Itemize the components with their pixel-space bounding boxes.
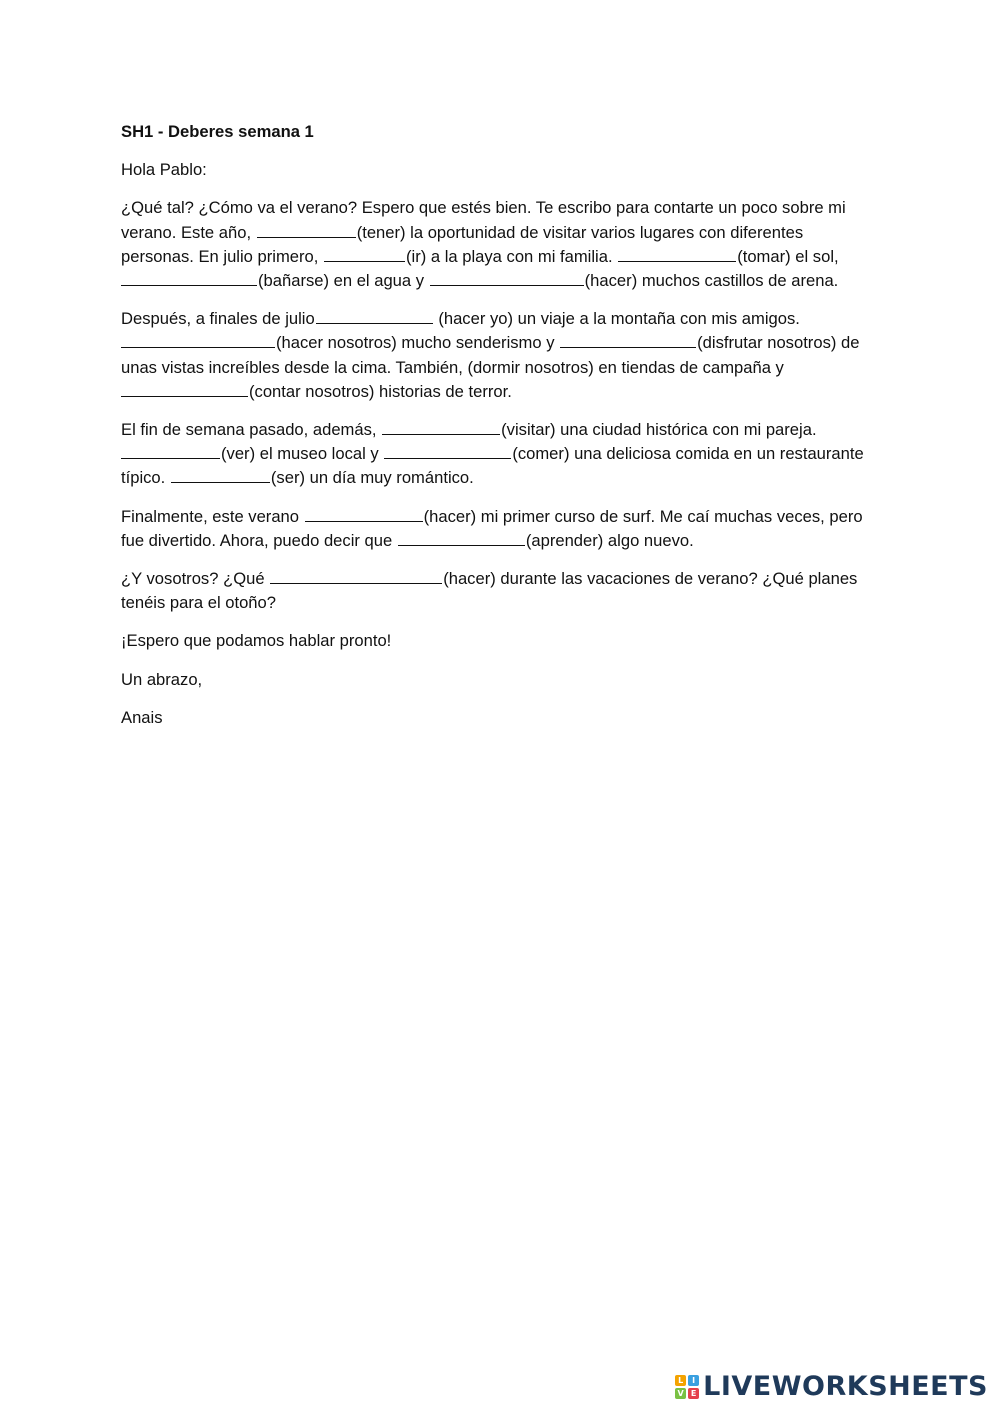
paragraph-line (121, 245, 881, 269)
text-fragment: (tomar) el sol, (737, 246, 839, 266)
blank-tomar[interactable] (618, 245, 736, 262)
text-fragment: (comer) una deliciosa comida en un restaurante (512, 444, 864, 464)
blank-hacer-nosotros[interactable] (121, 331, 275, 348)
text-fragment: Finalmente, este verano (121, 506, 304, 526)
logo-square-3: V (675, 1388, 686, 1399)
text-fragment: verano. Este año, (121, 222, 256, 242)
text-fragment: fue divertido. Ahora, puedo decir que (121, 530, 397, 550)
blank-aprender[interactable] (398, 529, 525, 546)
text-fragment: ¿Y vosotros? ¿Qué (121, 569, 270, 589)
paragraph-line (121, 466, 881, 490)
paragraph-line (121, 505, 881, 529)
logo-icon (675, 1375, 699, 1399)
blank-hacer-vacaciones[interactable] (270, 567, 442, 584)
paragraph-line (121, 307, 881, 331)
text-fragment: (hacer) mi primer curso de surf. Me caí muchas veces, pero (423, 506, 863, 526)
text-fragment: (ir) a la playa con mi familia. (406, 246, 618, 266)
text-fragment: (hacer) durante las vacaciones de verano? ¿Qué planes (443, 569, 858, 589)
text-fragment: (hacer nosotros) mucho senderismo y (276, 333, 560, 353)
logo-square-1: L (675, 1375, 686, 1386)
paragraph-line (121, 529, 881, 553)
paragraph-line (121, 567, 881, 591)
text-fragment: (bañarse) en el agua y (258, 271, 429, 291)
blank-hacer-castillos[interactable] (430, 269, 584, 286)
paragraph-line (121, 356, 881, 380)
paragraph-line (121, 221, 881, 245)
logo-square-4: E (688, 1388, 699, 1399)
text-fragment: ¿Qué tal? ¿Cómo va el verano? Espero que estés bien. Te escribo para contarte un poco sobre mi (121, 198, 846, 218)
blank-ir[interactable] (324, 245, 405, 262)
paragraph-3 (121, 418, 881, 491)
paragraph-line (121, 591, 881, 615)
paragraph-line (121, 331, 881, 355)
paragraph-line (121, 269, 881, 293)
text-fragment: tenéis para el otoño? (121, 593, 276, 613)
text-fragment: (tener) la oportunidad de visitar varios lugares con diferentes (356, 222, 804, 242)
blank-ser[interactable] (171, 466, 270, 483)
paragraph-line (121, 380, 881, 404)
page-title: SH1 - Deberes semana 1 (121, 122, 314, 141)
text-fragment: (contar nosotros) historias de terror. (249, 381, 512, 401)
blank-disfrutar[interactable] (560, 331, 696, 348)
paragraph-line (121, 196, 881, 220)
text-fragment: (hacer yo) un viaje a la montaña con mis amigos. (433, 309, 800, 329)
paragraph-line (121, 418, 881, 442)
paragraph-5 (121, 567, 881, 615)
blank-ver[interactable] (121, 442, 220, 459)
blank-hacer-yo[interactable] (316, 307, 433, 324)
text-fragment: (visitar) una ciudad histórica con mi pareja. (501, 420, 817, 440)
blank-contar[interactable] (121, 380, 248, 397)
paragraph-1 (121, 196, 881, 293)
text-fragment: El fin de semana pasado, además, (121, 420, 382, 440)
greeting: Hola Pablo: (121, 160, 207, 180)
closing-salutation: Un abrazo, (121, 669, 203, 689)
blank-visitar[interactable] (382, 418, 500, 435)
text-fragment: (ser) un día muy romántico. (270, 468, 474, 488)
blank-banarse[interactable] (121, 269, 257, 286)
blank-hacer-curso[interactable] (305, 505, 423, 522)
worksheet (121, 120, 881, 744)
signature: Anais (121, 707, 163, 727)
paragraph-4 (121, 505, 881, 553)
text-fragment: (disfrutar nosotros) de (697, 333, 860, 353)
text-fragment: Después, a finales de julio (121, 309, 315, 329)
text-fragment: típico. (121, 468, 170, 488)
text-fragment: (hacer) muchos castillos de arena. (584, 271, 839, 291)
paragraph-line (121, 442, 881, 466)
blank-comer[interactable] (384, 442, 511, 459)
text-fragment: (ver) el museo local y (221, 444, 384, 464)
logo-square-2: I (688, 1375, 699, 1386)
logo-text: LIVEWORKSHEETS (703, 1371, 988, 1402)
text-fragment: (aprender) algo nuevo. (525, 530, 694, 550)
paragraph-2 (121, 307, 881, 404)
blank-tener[interactable] (257, 221, 356, 238)
liveworksheets-logo[interactable] (675, 1371, 988, 1402)
text-fragment: personas. En julio primero, (121, 246, 323, 266)
text-fragment: unas vistas increíbles desde la cima. También, (dormir nosotros) en tiendas de campaña y (121, 357, 784, 377)
closing-line: ¡Espero que podamos hablar pronto! (121, 631, 392, 651)
